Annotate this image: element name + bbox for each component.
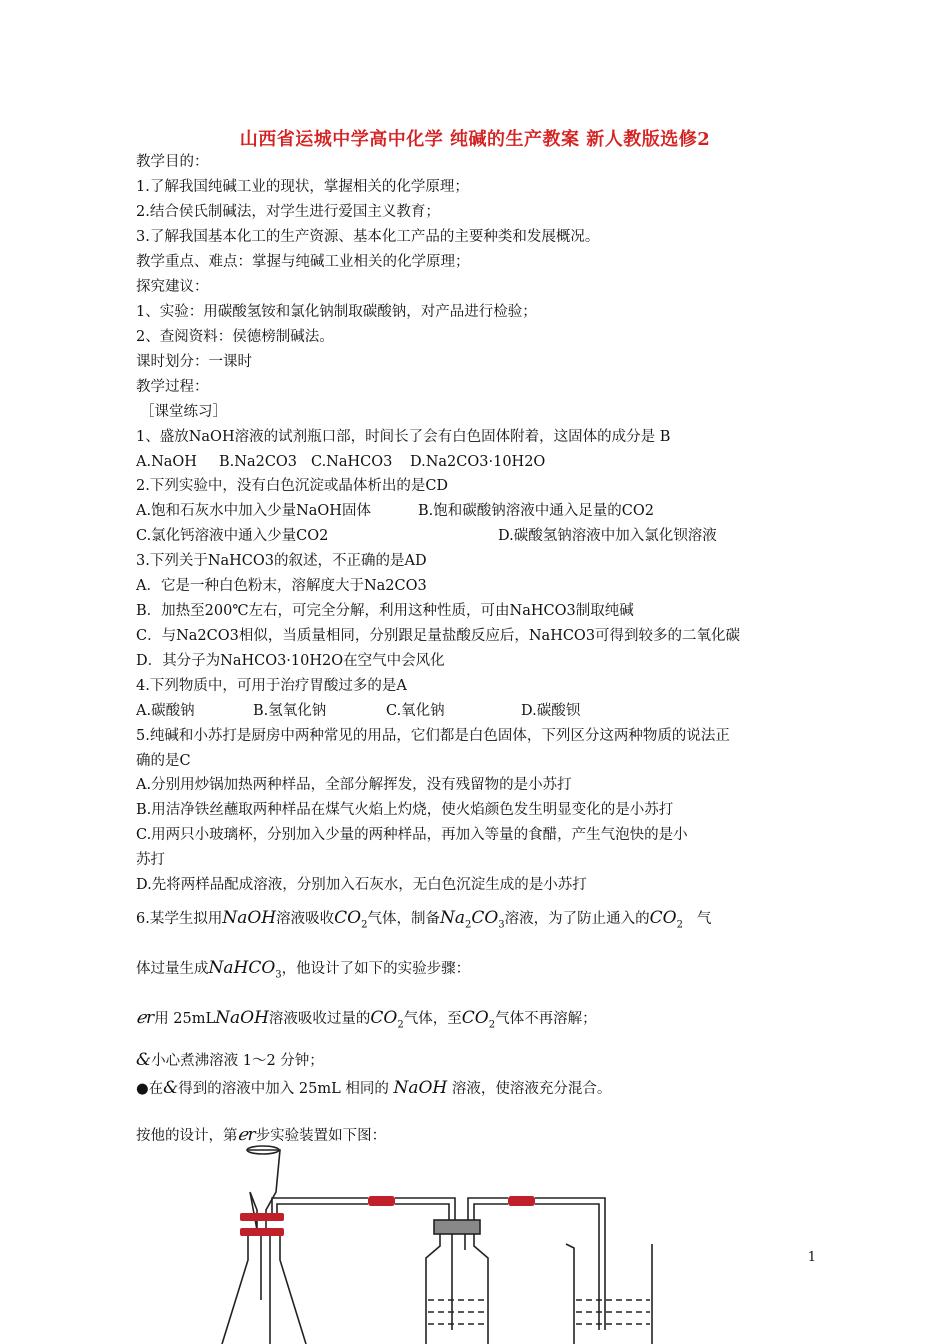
- option: B.用洁净铁丝蘸取两种样品在煤气火焰上灼烧，使火焰颜色发生明显变化的是小苏打: [136, 802, 674, 818]
- rubber-connector-1: [368, 1196, 395, 1206]
- question-4: 4.下列物质中，可用于治疗胃酸过多的是A: [136, 678, 407, 694]
- question-6-cont: 体过量生成NaHCO$_3$，他设计了如下的实验步骤：: [136, 958, 471, 981]
- step-1: ℯr用 25mLNaOH溶液吸收过量的$CO_2$气体，至$CO_2$气体不再溶解；: [136, 1008, 597, 1031]
- option: B.饱和碳酸钠溶液中通入足量的CO2: [418, 503, 654, 519]
- option: A.分别用炒锅加热两种样品，全部分解挥发，没有残留物的是小苏打: [136, 777, 572, 793]
- option: B.氢氧化钠: [253, 703, 327, 719]
- option: C.用两只小玻璃杯，分别加入少量的两种样品，再加入等量的食醋，产生气泡快的是小: [136, 827, 688, 843]
- option-cont: 苏打: [136, 852, 165, 868]
- page-number: 1: [807, 1250, 816, 1265]
- option: D.Na2CO3·10H2O: [410, 454, 546, 470]
- option: D.碳酸钡: [521, 703, 581, 719]
- delivery-tube-1: [272, 1198, 455, 1225]
- formula-na2co3: $Na_2CO_3$: [439, 908, 505, 931]
- text-line: 2、查阅资料：侯德榜制碱法。: [136, 329, 334, 345]
- text-line: 探究建议：: [136, 279, 209, 295]
- step-ref: ℯr: [237, 1125, 256, 1145]
- step-marker: ●: [136, 1081, 149, 1097]
- formula-co2: $CO_2$: [461, 1008, 496, 1031]
- option: D．其分子为NaHCO3·10H2O在空气中会风化: [136, 653, 445, 669]
- question-6: 6.某学生拟用NaOH溶液吸收$CO_2$气体，制备$Na_2CO_3$溶液，为了防止通入的$CO_2$ 气: [136, 908, 712, 931]
- rubber-connector-2: [508, 1196, 535, 1206]
- formula-naoh: NaOH: [215, 1008, 269, 1028]
- question-5: 5.纯碱和小苏打是厨房中两种常见的用品，它们都是白色固体，下列区分这两种物质的说法正: [136, 728, 730, 744]
- text-line: 教学目的：: [136, 154, 209, 170]
- option: A.NaOH: [136, 454, 197, 470]
- option: D.先将两样品配成溶液，分别加入石灰水，无白色沉淀生成的是小苏打: [136, 877, 587, 893]
- separatory-funnel: [247, 1146, 280, 1300]
- option: B.Na2CO3: [219, 454, 298, 470]
- text-line: 教学过程：: [136, 379, 209, 395]
- formula-co2: $CO_2$: [649, 908, 683, 931]
- option: A．它是一种白色粉末，溶解度大于Na2CO3: [136, 578, 427, 594]
- option: C.NaHCO3: [311, 454, 393, 470]
- figure-intro: 按他的设计，第ℯr步实验装置如下图：: [136, 1125, 387, 1145]
- option: C．与Na2CO3相似，当质量相同，分别跟足量盐酸反应后，NaHCO3可得到较多的二氧化碳: [136, 628, 741, 644]
- option: C.氯化钙溶液中通入少量CO2: [136, 528, 329, 544]
- formula-naoh: NaOH: [222, 908, 277, 928]
- text-line: 1.了解我国纯碱工业的现状，掌握相关的化学原理；: [136, 179, 469, 195]
- text-line: 2.结合侯氏制碱法，对学生进行爱国主义教育；: [136, 204, 440, 220]
- question-1: 1、盛放NaOH溶液的试剂瓶口部，时间长了会有白色固体附着，这固体的成分是 B: [136, 429, 671, 445]
- step-3: ●在&得到的溶液中加入 25mL 相同的 NaOH 溶液，使溶液充分混合。: [136, 1078, 612, 1098]
- option: D.碳酸氢钠溶液中加入氯化钡溶液: [498, 528, 717, 544]
- text-line: 课时划分：一课时: [136, 354, 252, 370]
- option: B．加热至200℃左右，可完全分解，利用这种性质，可由NaHCO3制取纯碱: [136, 603, 634, 619]
- formula-co2: $CO_2$: [334, 908, 368, 931]
- section-heading: ［课堂练习］: [140, 404, 227, 420]
- option: C.氧化钠: [386, 703, 445, 719]
- gas-washing-bottle: [426, 1220, 488, 1344]
- flask-stopper: [240, 1213, 284, 1236]
- formula-nahco3: NaHCO$_3$: [208, 958, 282, 981]
- text-line: 教学重点、难点：掌握与纯碱工业相关的化学原理；: [136, 254, 470, 270]
- conical-flask: [222, 1230, 306, 1344]
- question-3: 3.下列关于NaHCO3的叙述，不正确的是AD: [136, 553, 427, 569]
- text-line: 1、实验：用碳酸氢铵和氯化钠制取碳酸钠，对产品进行检验；: [136, 304, 537, 320]
- text-line: 3.了解我国基本化工的生产资源、基本化工产品的主要种类和发展概况。: [136, 229, 600, 245]
- question-5-cont: 确的是C: [136, 753, 191, 769]
- step-2: &小心煮沸溶液 1～2 分钟；: [136, 1050, 324, 1070]
- option: A.碳酸钠: [136, 703, 195, 719]
- step-ref: &: [163, 1078, 179, 1098]
- step-marker: &: [136, 1050, 152, 1070]
- formula-co2: $CO_2$: [370, 1008, 404, 1031]
- formula-naoh: NaOH: [393, 1078, 448, 1098]
- step-marker: ℯr: [136, 1008, 155, 1028]
- option: A.饱和石灰水中加入少量NaOH固体: [136, 503, 371, 519]
- document-title: 山西省运城中学高中化学 纯碱的生产教案 新人教版选修2: [239, 129, 711, 150]
- beaker: [566, 1244, 652, 1344]
- question-2: 2.下列实验中，没有白色沉淀或晶体析出的是CD: [136, 478, 449, 494]
